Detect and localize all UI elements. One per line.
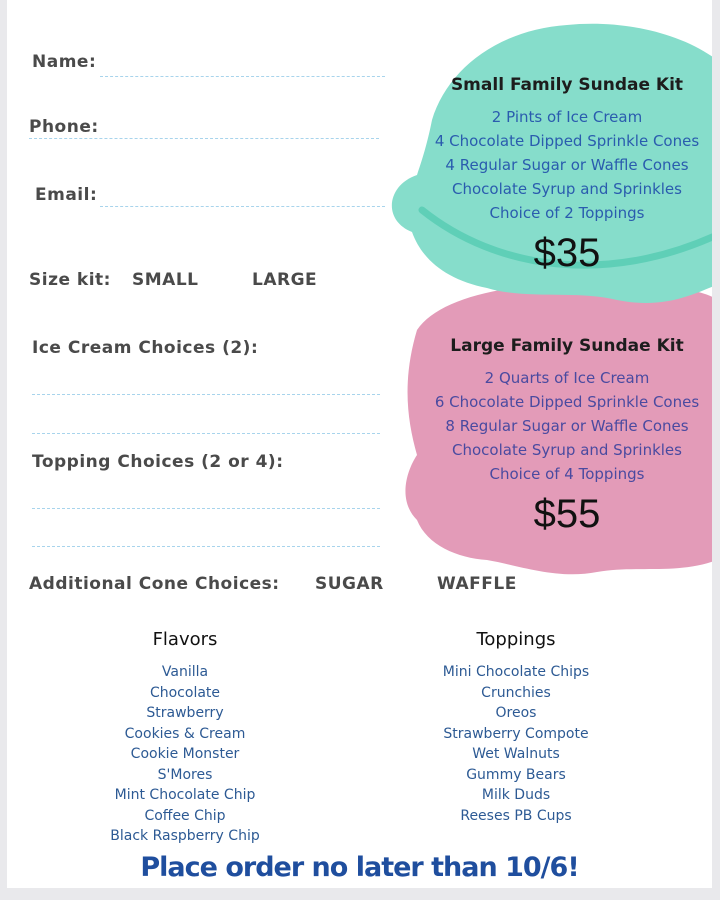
large-kit-item: Chocolate Syrup and Sprinkles (452, 441, 682, 459)
email-field[interactable] (100, 206, 385, 207)
topping-item: Mini Chocolate Chips (442, 664, 590, 680)
flavor-item: Black Raspberry Chip (110, 828, 260, 844)
phone-label: Phone: (29, 117, 99, 137)
ice-cream-choices-label: Ice Cream Choices (2): (32, 338, 259, 358)
flavors-list (35, 629, 335, 847)
name-field[interactable] (100, 76, 385, 77)
topping-item: Reeses PB Cups (460, 807, 572, 824)
cone-option-waffle[interactable]: WAFFLE (437, 574, 517, 594)
size-option-small[interactable]: SMALL (132, 270, 199, 290)
flavor-item: Cookie Monster (130, 746, 240, 762)
small-kit-card (407, 75, 712, 276)
small-kit-item: 4 Regular Sugar or Waffle Cones (445, 156, 689, 174)
small-kit-price: $35 (533, 231, 601, 275)
large-kit-item: 6 Chocolate Dipped Sprinkle Cones (434, 393, 700, 411)
name-label: Name: (32, 52, 97, 72)
large-kit-item: 2 Quarts of Ice Cream (484, 369, 650, 387)
topping-item: Wet Walnuts (472, 746, 560, 762)
topping-item: Gummy Bears (466, 766, 566, 783)
topping-item: Milk Duds (481, 787, 551, 803)
flavor-item: Mint Chocolate Chip (114, 787, 256, 803)
topping-item: Strawberry Compote (443, 725, 589, 742)
topping-choice-field-1[interactable] (32, 508, 380, 509)
large-kit-item: 8 Regular Sugar or Waffle Cones (445, 417, 689, 435)
flavors-title: Flavors (152, 629, 218, 650)
cone-option-sugar[interactable]: SUGAR (315, 574, 384, 594)
topping-choice-field-2[interactable] (32, 546, 380, 547)
large-kit-card (407, 336, 712, 537)
small-kit-item: 2 Pints of Ice Cream (491, 108, 643, 126)
large-kit-title: Large Family Sundae Kit (450, 336, 684, 356)
order-form (7, 0, 712, 888)
toppings-title: Toppings (476, 629, 556, 650)
flavor-item: Vanilla (161, 664, 209, 680)
large-kit-item: Choice of 4 Toppings (489, 465, 645, 483)
ice-cream-choice-field-2[interactable] (32, 433, 380, 434)
size-kit-label: Size kit: (29, 270, 111, 290)
large-kit-price: $55 (533, 492, 601, 536)
phone-field[interactable] (29, 138, 379, 139)
email-label: Email: (35, 185, 98, 205)
size-option-large[interactable]: LARGE (252, 270, 318, 290)
topping-item: Crunchies (481, 684, 551, 701)
small-kit-item: 4 Chocolate Dipped Sprinkle Cones (434, 132, 700, 150)
topping-choices-label: Topping Choices (2 or 4): (32, 452, 284, 472)
cone-choices-label: Additional Cone Choices: (29, 574, 280, 594)
small-kit-title: Small Family Sundae Kit (450, 75, 684, 95)
flavor-item: Cookies & Cream (124, 725, 246, 742)
flavor-item: Chocolate (149, 684, 221, 701)
small-kit-item: Choice of 2 Toppings (489, 204, 645, 222)
ice-cream-choice-field-1[interactable] (32, 394, 380, 395)
topping-item: Oreos (495, 705, 537, 721)
toppings-list (366, 629, 666, 826)
small-kit-item: Chocolate Syrup and Sprinkles (452, 180, 682, 198)
order-deadline-note: Place order no later than 10/6! (140, 852, 579, 883)
flavor-item: Strawberry (146, 705, 224, 721)
flavor-item: S'Mores (157, 766, 213, 783)
flavor-item: Coffee Chip (144, 807, 226, 824)
